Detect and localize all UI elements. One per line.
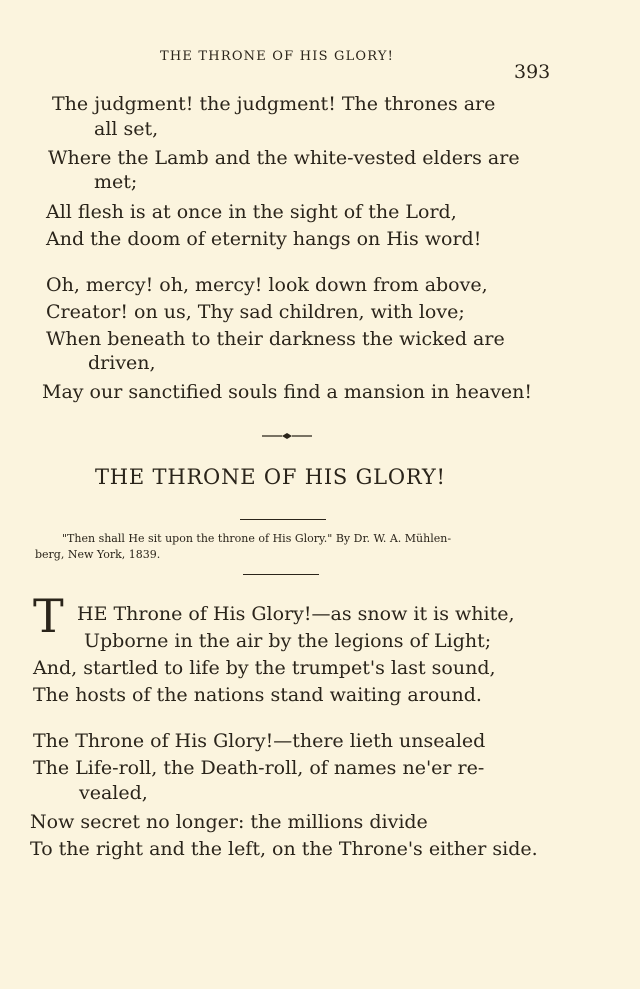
poem-line-continuation: met; xyxy=(94,171,138,193)
note-rule xyxy=(243,574,319,575)
section-ornament xyxy=(262,431,312,441)
poem-line: To the right and the left, on the Throne's either side. xyxy=(30,838,538,860)
poem-line-continuation: driven, xyxy=(88,352,156,374)
title-rule xyxy=(240,519,326,520)
drop-cap: T xyxy=(33,589,64,643)
poem-line: The Life-roll, the Death-roll, of names ne'er re- xyxy=(33,757,485,779)
poem-line: May our sanctified souls find a mansion in heaven! xyxy=(42,381,533,403)
poem-title: THE THRONE OF HIS GLORY! xyxy=(95,465,446,489)
poem-line: Now secret no longer: the millions divide xyxy=(30,811,428,833)
poem-line: Where the Lamb and the white-vested elders are xyxy=(48,147,520,169)
poem-line-continuation: vealed, xyxy=(79,782,148,804)
source-note-continuation: berg, New York, 1839. xyxy=(35,548,161,561)
poem-line: HE Throne of His Glory!—as snow it is white, xyxy=(77,603,515,625)
poem-line: And, startled to life by the trumpet's last sound, xyxy=(33,657,496,679)
poem-line: When beneath to their darkness the wicked are xyxy=(46,328,505,350)
poem-line: Oh, mercy! oh, mercy! look down from above, xyxy=(46,274,488,296)
page-number: 393 xyxy=(514,61,551,83)
poem-line: The judgment! the judgment! The thrones are xyxy=(52,93,496,115)
poem-line-continuation: all set, xyxy=(94,118,159,140)
source-note: "Then shall He sit upon the throne of His Glory." By Dr. W. A. Mühlen- xyxy=(62,532,452,545)
poem-line: The hosts of the nations stand waiting around. xyxy=(33,684,482,706)
poem-line: And the doom of eternity hangs on His word! xyxy=(46,228,482,250)
poem-line: Creator! on us, Thy sad children, with love; xyxy=(46,301,465,323)
poem-line: All flesh is at once in the sight of the Lord, xyxy=(46,201,457,223)
poem-line: The Throne of His Glory!—there lieth unsealed xyxy=(33,730,486,752)
running-head: THE THRONE OF HIS GLORY! xyxy=(160,49,395,64)
poem-line: Upborne in the air by the legions of Light; xyxy=(84,630,492,652)
